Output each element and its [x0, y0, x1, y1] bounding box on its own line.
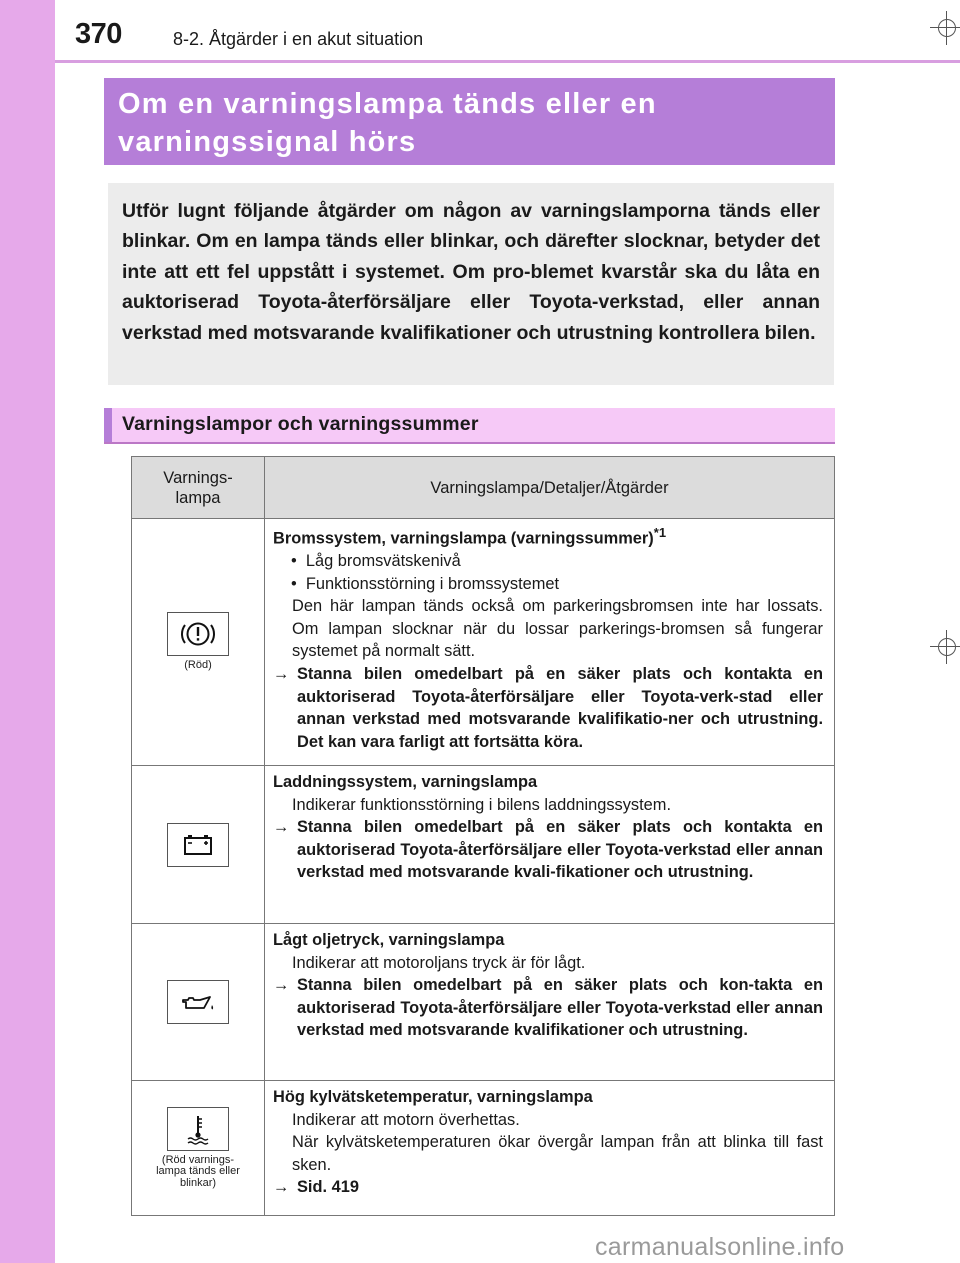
action-text: → Stanna bilen omedelbart på en säker plats och kontakta en auktoriserad Toyota-återförsäljare eller Toyota-verk-stad eller annan verkstad med motsvarande kvalifikatio-ner och utrustning. Det kan vara farligt att fortsätta köra. — [273, 665, 823, 751]
oil-pressure-icon — [167, 980, 229, 1024]
arrow-icon: → — [273, 665, 290, 684]
coolant-temperature-icon — [167, 1107, 229, 1151]
item-title: Laddningssystem, varningslampa — [273, 773, 538, 791]
detail-cell — [265, 924, 835, 1081]
bullet-item: • Funktionsstörning i bromssystemet — [291, 574, 560, 593]
page-number: 370 — [75, 18, 122, 50]
page-title: Om en varningslampa tänds eller en varningssignal hörs — [118, 88, 657, 158]
item-description: Indikerar funktionsstörning i bilens laddningssystem. — [292, 795, 672, 814]
header-rule — [55, 60, 960, 63]
arrow-icon: → — [273, 818, 290, 837]
detail-cell — [265, 766, 835, 924]
side-color-strip — [0, 0, 55, 1263]
watermark: carmanualsonline.info — [595, 1233, 845, 1261]
item-description: Indikerar att motoroljans tryck är för lågt. — [292, 953, 586, 972]
item-title: Hög kylvätsketemperatur, varningslampa — [273, 1088, 593, 1106]
arrow-icon: → — [273, 976, 290, 995]
title-band — [104, 78, 835, 165]
table-row — [132, 766, 835, 924]
table-row — [132, 924, 835, 1081]
table-header-row — [132, 457, 835, 519]
action-link[interactable]: → Sid. 419 — [273, 1176, 823, 1199]
registration-mark-icon — [930, 630, 960, 664]
item-description: Indikerar att motorn överhettas. — [292, 1110, 520, 1129]
detail-cell — [265, 1081, 835, 1216]
registration-mark-icon — [930, 11, 960, 45]
item-title: Bromssystem, varningslampa (varningssummer)$^{*1}$ — [273, 525, 667, 548]
header-col-lamp: Varnings- lampa — [132, 457, 265, 519]
detail-cell — [265, 519, 835, 766]
item-title: Lågt oljetryck, varningslampa — [273, 931, 505, 949]
intro-box — [108, 183, 834, 385]
warning-lamp-table — [131, 456, 835, 1216]
subheading: Varningslampor och varningssummer — [122, 413, 479, 435]
table-row — [132, 1081, 835, 1216]
section-header: 8-2. Åtgärder i en akut situation — [173, 29, 424, 49]
action-text: → Stanna bilen omedelbart på en säker plats och kontakta en auktoriserad Toyota-återförsäljare eller Toyota-verkstad eller annan verkstad med motsvarande kvali-fikationer och utrustning. — [273, 818, 823, 882]
table-row — [132, 519, 835, 766]
icon-caption: (Röd) — [184, 659, 212, 672]
item-description: Den här lampan tänds också om parkeringsbromsen inte har lossats. Om lampan slocknar när du lossar parkerings-bromsen så fungerar systemet på normalt sätt. — [292, 597, 823, 661]
icon-caption: (Röd varnings- lampa tänds eller blinkar) — [156, 1153, 240, 1189]
header-col-details: Varningslampa/Detaljer/Åtgärder — [265, 457, 835, 519]
arrow-icon: → — [273, 1178, 290, 1197]
item-description: När kylvätsketemperaturen ökar övergår lampan från att blinka till fast sken. — [292, 1133, 823, 1174]
battery-icon — [167, 823, 229, 867]
action-text: → Stanna bilen omedelbart på en säker plats och kon-takta en auktoriserad Toyota-återförsäljare eller Toyota-verkstad eller annan verkstad med motsvarande kvalifikationer och utrustning. — [273, 976, 823, 1040]
subheading-band — [104, 408, 835, 444]
bullet-item: • Låg bromsvätskenivå — [291, 552, 461, 571]
brake-warning-icon — [167, 612, 229, 656]
intro-text: Utför lugnt följande åtgärder om någon av varningslamporna tänds eller blinkar. Om en lampa tänds eller blinkar, och därefter slocknar, betyder det inte att ett fel uppstått i systemet. Om pro-blemet kvarstår ska du låta en auktoriserad Toyota-återförsäljare eller Toyota-verkstad, eller annan verkstad med motsvarande kvalifikationer och utrustning kontrollera bilen. — [122, 200, 820, 344]
